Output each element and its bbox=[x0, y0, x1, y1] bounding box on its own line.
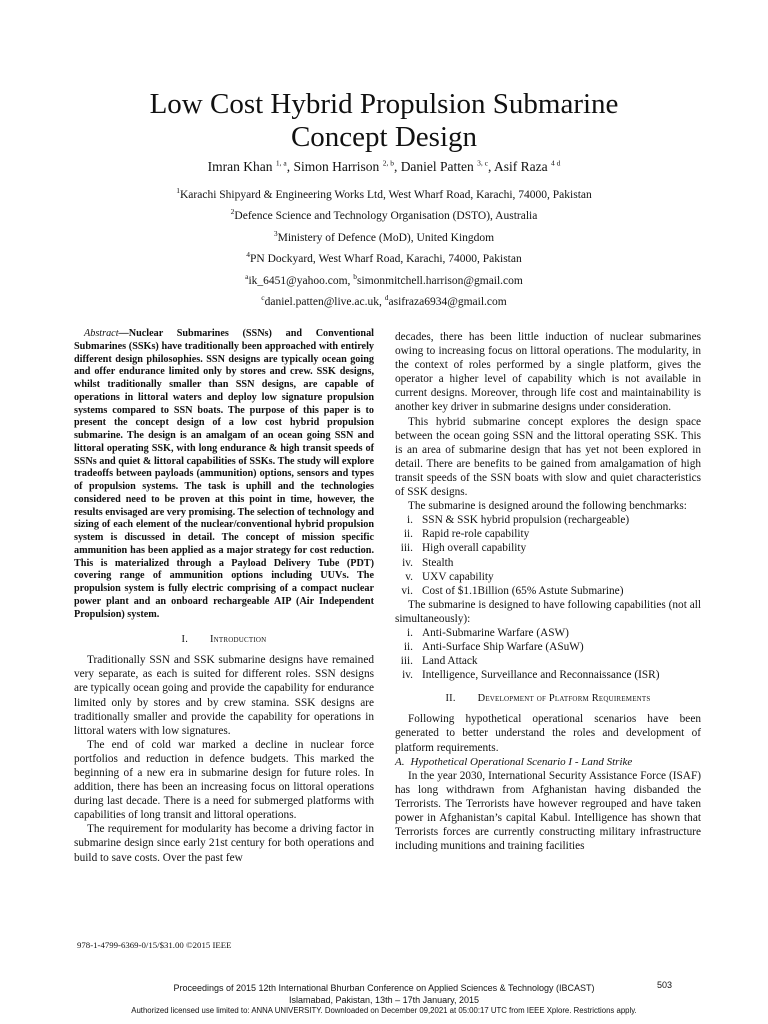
email-sup: a bbox=[245, 272, 249, 282]
list-item bbox=[395, 570, 701, 584]
list-item bbox=[395, 668, 701, 682]
footer-line-1: Proceedings of 2015 12th International Bhurban Conference on Applied Sciences & Technology (IBCAST) bbox=[173, 983, 595, 993]
list-number: iii. bbox=[400, 542, 413, 555]
list-text: Land Attack bbox=[422, 655, 478, 668]
right-column bbox=[395, 330, 701, 853]
list-text: High overall capability bbox=[422, 542, 527, 555]
author-sup: 3, c bbox=[477, 158, 489, 168]
list-item bbox=[395, 513, 701, 527]
author-name: Imran Khan bbox=[207, 159, 273, 174]
email-c: daniel.patten@live.ac.uk, bbox=[264, 296, 382, 308]
title-line-2: Concept Design bbox=[290, 121, 478, 153]
list-number: iv. bbox=[402, 556, 413, 569]
intro-paragraph-2: The end of cold war marked a decline in nuclear force portfolios and reduction in defence budgets. This marked the beginning of a new era in submarine design for future roles. In addition, there has been an increasing focus on littoral operations during last decade. There is a need for submerged platforms with capabilities of long transit and littoral operations. bbox=[74, 738, 374, 822]
list-item bbox=[395, 640, 701, 654]
list-item bbox=[395, 626, 701, 640]
list-item bbox=[395, 527, 701, 541]
affiliation-text: Defence Science and Technology Organisation (DSTO), Australia bbox=[234, 210, 538, 222]
author-sup: 2, b bbox=[382, 158, 394, 168]
section-number: I. bbox=[181, 634, 189, 646]
list-text: Anti-Surface Ship Warfare (ASuW) bbox=[422, 641, 584, 654]
affiliation-sup: 1 bbox=[176, 186, 180, 196]
email-sup: b bbox=[353, 272, 358, 282]
proceedings-footer bbox=[0, 983, 768, 1006]
scenario-paragraph: In the year 2030, International Security Assistance Force (ISAF) has long withdrawn from Afghanistan having disbanded the Terrorists. The Terrorists have however regrouped and have taken power in Afghanistan’s capital Kabul. Intelligence has shown that Terrorists forces are currently constructing military infrastructure including munitions and training facilities bbox=[395, 769, 701, 853]
list-number: iii. bbox=[400, 655, 413, 668]
email-sup: d bbox=[384, 293, 389, 303]
hybrid-concept-paragraph: This hybrid submarine concept explores the design space between the ocean going SSN and the littoral operating SSK. This is an area of submarine design that has yet not been explored in detail. There are benefits to be gained from amalgamation of high transit speeds of the SSN boats with slow and quiet characteristics of SSK designs. bbox=[395, 415, 701, 499]
left-column bbox=[74, 328, 374, 865]
author-name: Simon Harrison bbox=[293, 159, 380, 174]
email-a: ik_6451@yahoo.com, bbox=[248, 275, 351, 287]
intro-paragraph-3: The requirement for modularity has become a driving factor in submarine design since early 21st century for both operations and build to save costs. Over the past few bbox=[74, 823, 374, 864]
list-number: iv. bbox=[402, 669, 413, 682]
intro-paragraph-1: Traditionally SSN and SSK submarine designs have remained very separate, as each is suited for different roles. SSN designs are typically ocean going and provide the capability for endurance limited only by stores and by crew stamina. SSK designs are traditionally smaller and provide the capability for operations in littoral waters with low signatures. bbox=[74, 654, 374, 737]
affiliation-text: PN Dockyard, West Wharf Road, Karachi, 74000, Pakistan bbox=[250, 253, 522, 265]
section-title: Development of Platform Requirements bbox=[477, 693, 651, 705]
affiliation-1 bbox=[0, 188, 768, 202]
section-heading-introduction bbox=[74, 633, 374, 647]
list-number: vi. bbox=[401, 584, 413, 597]
list-text: Rapid re-role capability bbox=[422, 528, 530, 541]
list-text: SSN & SSK hybrid propulsion (rechargeable) bbox=[422, 514, 630, 527]
intro-paragraph-3-cont: decades, there has been little induction of nuclear submarines owing to increasing focus on littoral operations. The modularity, in the context of roles performed by a single platform, gives the operator a higher level of capability which is not available in current designs. Moreover, through life cost and maintainability is another key driver in submarine designs under consideration. bbox=[395, 331, 701, 414]
affiliation-2 bbox=[0, 209, 768, 223]
list-number: i. bbox=[407, 514, 413, 527]
affiliation-4 bbox=[0, 252, 768, 266]
affiliation-sup: 3 bbox=[273, 229, 278, 239]
section-heading-platform-requirements bbox=[395, 692, 701, 706]
page-number: 503 bbox=[657, 980, 673, 990]
list-item bbox=[395, 556, 701, 570]
abstract-text: —Nuclear Submarines (SSNs) and Conventional Submarines (SSKs) have traditionally been approached with entirely different design philosophies. SSN designs are typically ocean going and offer endurance limited only by stores and crew. SSK designs, whilst traditionally smaller than SSN designs, are capable of operations in littoral waters and deploy low signature propulsion systems compared to SSN boats. The purpose of this paper is to present the concept design of a low cost hybrid propulsion submarine. The design is an amalgam of an ocean going SSN and littoral operating SSK, with long endurance & high transit speeds of SSNs and quiet & littoral capabilities of SSKs. The study will explore tradeoffs between payloads (ammunition) options, sensors and types of propulsion systems. The task is uphill and the technologies considered need to be proven at this point in time, however, the results envisaged are very promising. The selection of technology and sizing of each element of the nuclear/conventional hybrid propulsion system is discussed in detail. The concept of mission specific ammunition has been applied as a major strategy for cost reduction. This is materialized through a Payload Delivery Tube (PDT) covering range of ammunition options including UUVs. The propulsion system is fully electric comprising of a compact nuclear power plant and an onboard rechargeable AIP (Air Independent Propulsion) system. bbox=[74, 328, 374, 620]
abstract-label: Abstract bbox=[84, 328, 119, 339]
email-b: simonmitchell.harrison@gmail.com bbox=[357, 275, 523, 287]
author-name: Daniel Patten bbox=[400, 159, 474, 174]
author-list: Imran Khan $^{1, a}$, Simon Harrison $^{2, b}$, Daniel Patten $^{3, c}$, Asif Raza $^{4 d}$ bbox=[207, 158, 561, 174]
author-sup: 4 d bbox=[551, 158, 561, 168]
email-sup: c bbox=[261, 293, 265, 303]
list-item bbox=[395, 584, 701, 598]
abstract bbox=[74, 328, 374, 621]
list-number: v. bbox=[405, 570, 413, 583]
list-text: Cost of $1.1Billion (65% Astute Submarine) bbox=[422, 584, 624, 597]
affiliation-sup: 2 bbox=[230, 207, 235, 217]
title-line-1: Low Cost Hybrid Propulsion Submarine bbox=[149, 88, 619, 120]
benchmarks-intro: The submarine is designed around the following benchmarks: bbox=[408, 500, 687, 513]
email-d: asifraza6934@gmail.com bbox=[388, 296, 507, 308]
benchmark-list bbox=[395, 513, 701, 598]
paper-title bbox=[60, 88, 708, 154]
list-item bbox=[395, 541, 701, 555]
capabilities-intro: The submarine is designed to have following capabilities (not all simultaneously): bbox=[395, 598, 701, 625]
list-number: ii. bbox=[403, 641, 413, 654]
list-text: Intelligence, Surveillance and Reconnaissance (ISR) bbox=[422, 669, 660, 682]
subsection-heading bbox=[395, 755, 701, 769]
affiliation-text: Ministery of Defence (MoD), United Kingdom bbox=[277, 232, 495, 244]
list-text: Anti-Submarine Warfare (ASW) bbox=[422, 626, 569, 639]
section2-intro: Following hypothetical operational scenarios have been generated to better understand the roles and development of platform requirements. bbox=[395, 713, 701, 754]
capability-list bbox=[395, 626, 701, 682]
author-name: Asif Raza bbox=[494, 159, 548, 174]
email-line-1 bbox=[0, 274, 768, 288]
author-sup: 1, a bbox=[275, 158, 287, 168]
email-line-2 bbox=[0, 295, 768, 309]
list-text: UXV capability bbox=[422, 570, 494, 583]
section-title: Introduction bbox=[210, 634, 267, 646]
subsection-number: A. bbox=[395, 755, 405, 768]
subsection-title: Hypothetical Operational Scenario I - Land Strike bbox=[410, 755, 633, 768]
affiliation-text: Karachi Shipyard & Engineering Works Ltd, West Wharf Road, Karachi, 74000, Pakistan bbox=[180, 189, 592, 201]
copyright-notice: 978-1-4799-6369-0/15/$31.00 ©2015 IEEE bbox=[77, 940, 232, 950]
license-notice: Authorized licensed use limited to: ANNA UNIVERSITY. Downloaded on December 09,2021 at 05:00:17 UTC from IEEE Xplore. Restrictions apply. bbox=[131, 1006, 637, 1015]
footer-line-2: Islamabad, Pakistan, 13th – 17th January, 2015 bbox=[289, 994, 479, 1005]
list-item bbox=[395, 654, 701, 668]
list-text: Stealth bbox=[422, 556, 454, 569]
affiliation-sup: 4 bbox=[246, 250, 251, 260]
affiliation-3 bbox=[0, 231, 768, 245]
section-number: II. bbox=[445, 693, 456, 705]
list-number: ii. bbox=[403, 528, 413, 541]
list-number: i. bbox=[407, 626, 413, 639]
